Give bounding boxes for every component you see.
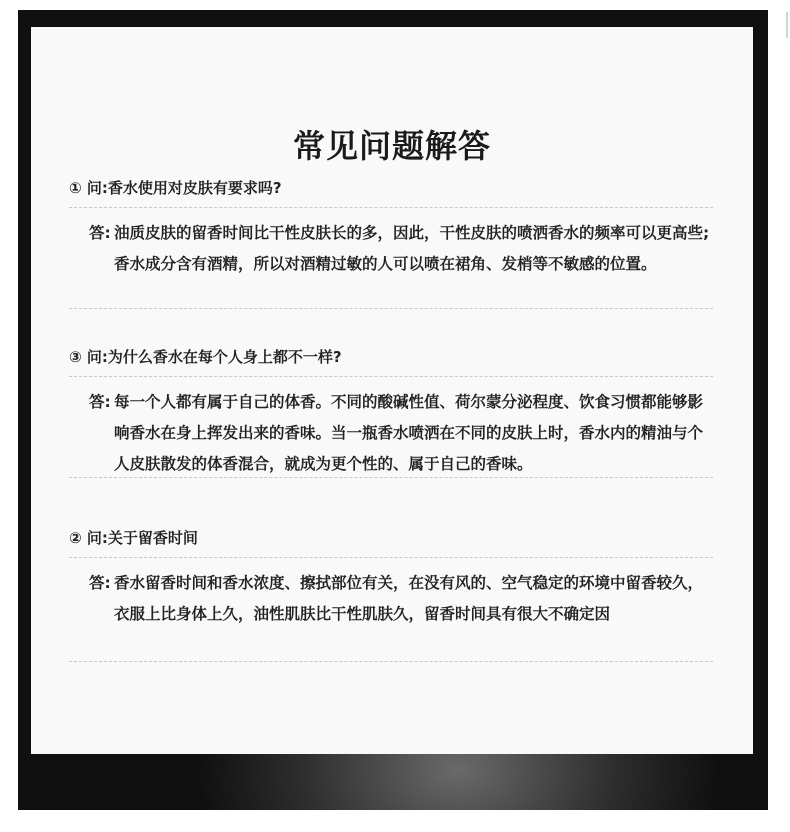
- faq-item-3: [69, 527, 713, 662]
- faq-answer: [69, 208, 713, 309]
- faq-card: [31, 27, 753, 754]
- faq-answer: [69, 377, 713, 478]
- edge-divider: [786, 12, 788, 38]
- answer-text: 香水留香时间和香水浓度、擦拭部位有关，在没有风的、空气稳定的环境中留香较久，衣服上比身体上久，油性肌肤比干性肌肤久，留香时间具有很大不确定因: [114, 574, 704, 623]
- answer-text: 油质皮肤的留香时间比干性皮肤长的多，因此，干性皮肤的喷洒香水的频率可以更高些;香水成分含有酒精，所以对酒精过敏的人可以喷在裙角、发梢等不敏感的位置。: [114, 224, 710, 273]
- faq-question: ① 问:香水使用对皮肤有要求吗?: [69, 177, 713, 208]
- faq-item-1: [69, 177, 713, 309]
- page-title: 常见问题解答: [292, 127, 491, 165]
- faq-question: ② 问:关于留香时间: [69, 527, 713, 558]
- answer-label: 答:: [89, 393, 111, 411]
- faq-item-2: [69, 346, 713, 478]
- answer-label: 答:: [89, 224, 111, 242]
- answer-text: 每一个人都有属于自己的体香。不同的酸碱性值、荷尔蒙分泌程度、饮食习惯都能够影响香水在身上挥发出来的香味。当一瓶香水喷洒在不同的皮肤上时，香水内的精油与个人皮肤散发的体香混合，就成为更个性的、属于自己的香味。: [114, 393, 704, 473]
- faq-question: ③ 问:为什么香水在每个人身上都不一样?: [69, 346, 713, 377]
- faq-answer: [69, 558, 713, 662]
- answer-label: 答:: [89, 574, 111, 592]
